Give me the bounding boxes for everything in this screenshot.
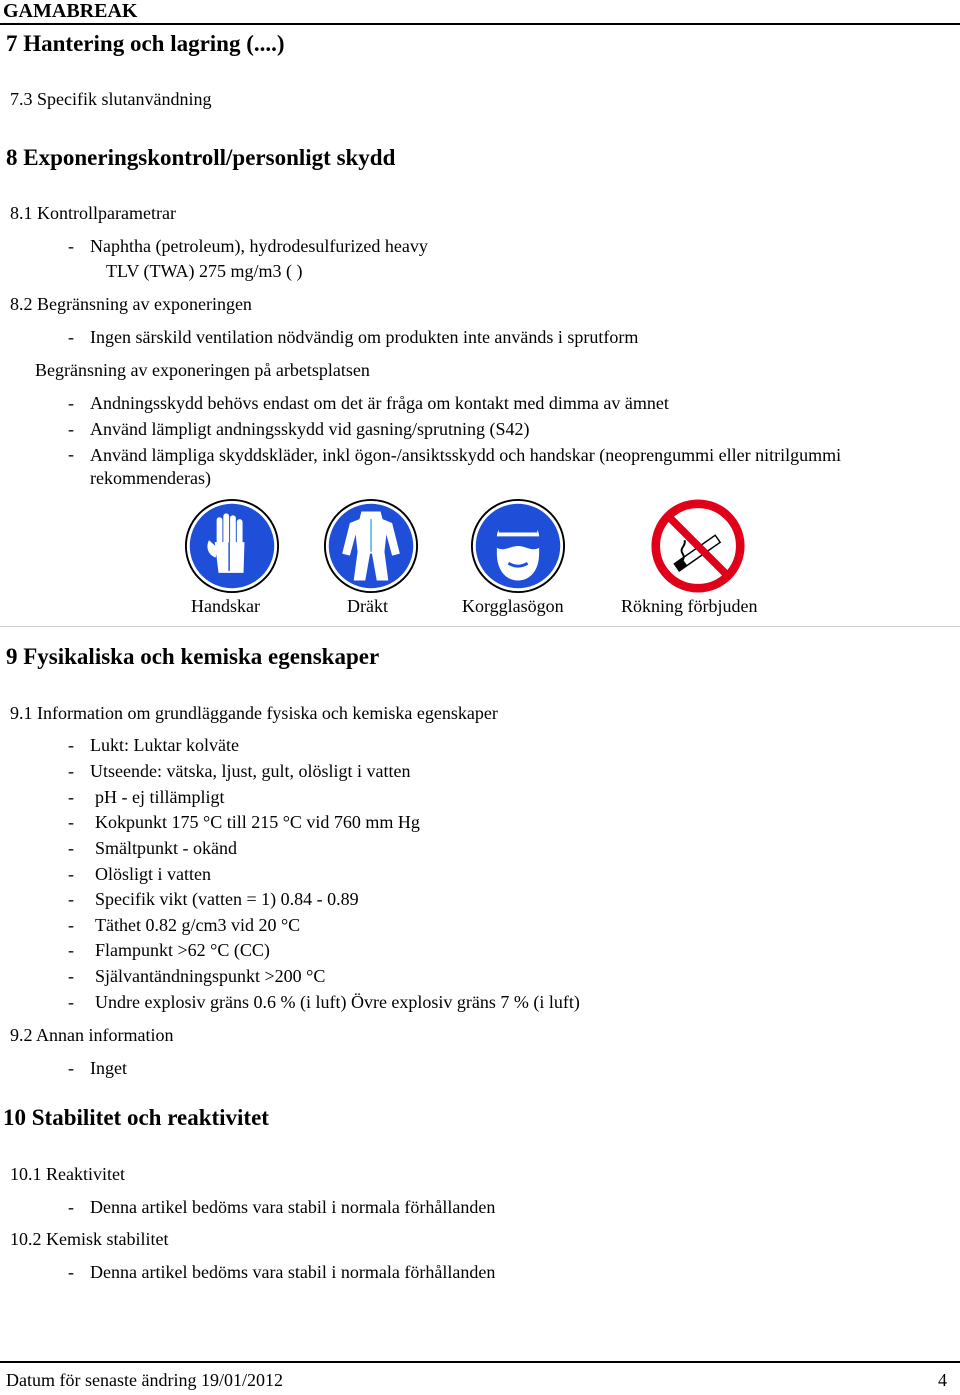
list-item: - Undre explosiv gräns 0.6 % (i luft) Övre explosiv gräns 7 % (i luft) [68, 992, 580, 1012]
section-10-title: 10 Stabilitet och reaktivitet [3, 1105, 269, 1130]
goggles-icon [470, 498, 566, 594]
list-item: - Naphtha (petroleum), hydrodesulfurized heavy [68, 236, 428, 256]
caption-gloves: Handskar [191, 596, 260, 616]
subsection-8-1: 8.1 Kontrollparametrar [10, 203, 176, 223]
list-item: - Självantändningspunkt >200 °C [68, 966, 326, 986]
caption-suit: Dräkt [347, 596, 388, 616]
list-item: - Utseende: vätska, ljust, gult, olösligt i vatten [68, 761, 411, 781]
list-item: - Ingen särskild ventilation nödvändig om produkten inte används i sprutform [68, 327, 639, 347]
list-item: - Flampunkt >62 °C (CC) [68, 940, 270, 960]
list-item: - Smältpunkt - okänd [68, 838, 237, 858]
company-name: GAMABREAK [3, 0, 138, 22]
tlv-value: TLV (TWA) 275 mg/m3 ( ) [106, 261, 303, 281]
subsection-9-2: 9.2 Annan information [10, 1025, 174, 1045]
list-item: - Täthet 0.82 g/cm3 vid 20 °C [68, 915, 301, 935]
footer-divider [0, 1361, 960, 1363]
suit-icon [323, 498, 419, 594]
header-divider [0, 23, 960, 25]
list-item: - Andningsskydd behövs endast om det är fråga om kontakt med dimma av ämnet [68, 393, 669, 413]
section-8-title: 8 Exponeringskontroll/personligt skydd [6, 145, 396, 170]
subsection-9-1: 9.1 Information om grundläggande fysiska och kemiska egenskaper [10, 703, 498, 723]
list-item: - Denna artikel bedöms vara stabil i normala förhållanden [68, 1197, 496, 1217]
subsection-7-3: 7.3 Specifik slutanvändning [10, 89, 212, 109]
list-item: - Denna artikel bedöms vara stabil i normala förhållanden [68, 1262, 496, 1282]
section-7-title: 7 Hantering och lagring (....) [6, 31, 285, 56]
list-item: - Inget [68, 1058, 127, 1078]
section-9-title: 9 Fysikaliska och kemiska egenskaper [6, 644, 380, 669]
workplace-heading: Begränsning av exponeringen på arbetsplatsen [35, 360, 370, 380]
revision-date: Datum för senaste ändring 19/01/2012 [6, 1370, 283, 1390]
subsection-10-2: 10.2 Kemisk stabilitet [10, 1229, 169, 1249]
list-item: - Lukt: Luktar kolväte [68, 735, 239, 755]
page-number: 4 [938, 1370, 947, 1390]
gloves-icon [184, 498, 280, 594]
list-item: - Olösligt i vatten [68, 864, 211, 884]
subsection-10-1: 10.1 Reaktivitet [10, 1164, 125, 1184]
list-item: - Använd lämpligt andningsskydd vid gasning/sprutning (S42) [68, 419, 530, 439]
list-item: - Specifik vikt (vatten = 1) 0.84 - 0.89 [68, 889, 359, 909]
subsection-8-2: 8.2 Begränsning av exponeringen [10, 294, 252, 314]
list-item: - Använd lämpliga skyddskläder, inkl ögon-/ansiktsskydd och handskar (neoprengummi eller nitrilgummi rekommenderas) [68, 444, 842, 488]
no-smoking-icon [650, 498, 746, 594]
caption-no-smoking: Rökning förbjuden [621, 596, 758, 616]
section-divider [0, 626, 960, 627]
caption-goggles: Korgglasögon [462, 596, 564, 616]
list-item: - Kokpunkt 175 °C till 215 °C vid 760 mm Hg [68, 812, 420, 832]
list-item: - pH - ej tillämpligt [68, 787, 225, 807]
